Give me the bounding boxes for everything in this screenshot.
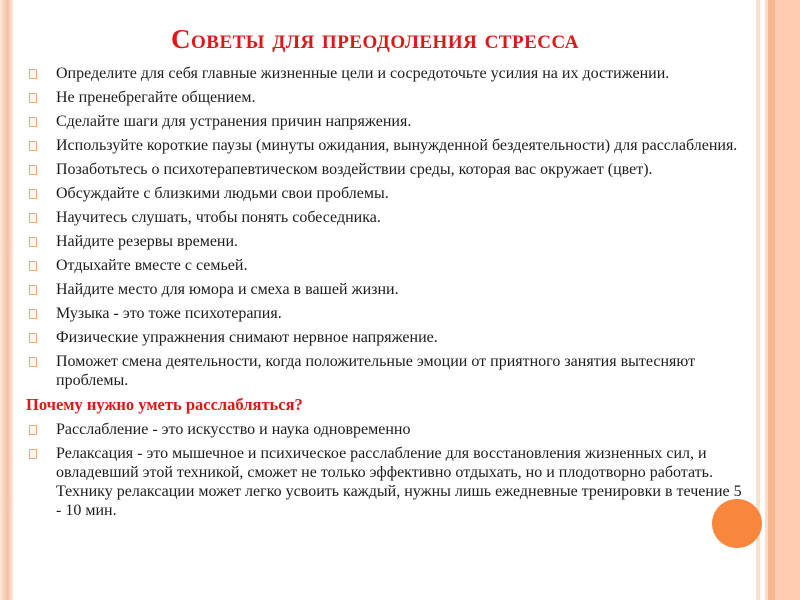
bullet-item [26,64,748,83]
bullet-text: Физические упражнения снимают нервное напряжение. [56,329,438,346]
bullet-text: Отдыхайте вместе с семьей. [56,257,248,274]
bullet-text: Найдите резервы времени. [56,233,239,250]
bullet-text: Сделайте шаги для устранения причин напряжения. [56,113,412,130]
square-bullet-icon [29,189,37,199]
bullet-item [26,160,748,179]
bullet-item [26,112,748,131]
right-edge-stripe-dark [768,0,775,600]
bullet-text: Научитесь слушать, чтобы понять собеседника. [56,209,381,226]
bullet-item [26,184,748,203]
square-bullet-icon [29,165,37,175]
slide-title: Советы для преодоления стресса [171,24,579,54]
square-bullet-icon [29,357,37,367]
bullet-text: Найдите место для юмора и смеха в вашей жизни. [56,281,399,298]
slide-body [26,64,748,525]
square-bullet-icon [29,333,37,343]
square-bullet-icon [29,309,37,319]
bullet-text: Музыка - это тоже психотерапия. [56,305,282,322]
bullet-item [26,420,748,439]
square-bullet-icon [29,425,37,435]
bullet-item [26,232,748,251]
bullet-text: Не пренебрегайте общением. [56,89,256,106]
bullet-text: Используйте короткие паузы (минуты ожидания, вынужденной бездеятельности) для расслабления. [56,137,738,154]
bullet-item [26,280,748,299]
square-bullet-icon [29,69,37,79]
bullet-text: Релаксация - это мышечное и психическое расслабление для восстановления жизненных сил, и овладевший этой техникой, сможет не только эффективно отдыхать, но и плодотворно работать. Технику релаксации может легко усвоить каждый, нужны лишь ежедневные тренировки в течение 5 - 10 мин. [56,445,742,519]
square-bullet-icon [29,449,37,459]
bullet-list-secondary [26,420,748,520]
bullet-item [26,352,748,390]
section-subheading: Почему нужно уметь расслабляться? [26,395,303,414]
bullet-text: Поможет смена деятельности, когда положительные эмоции от приятного занятия вытесняют проблемы. [56,353,696,389]
square-bullet-icon [29,261,37,271]
bullet-item [26,136,748,155]
square-bullet-icon [29,141,37,151]
square-bullet-icon [29,285,37,295]
left-edge-stripe [0,0,14,600]
bullet-list-main [26,64,748,390]
right-edge-stripe-wide [775,0,800,600]
square-bullet-icon [29,237,37,247]
bullet-item [26,304,748,323]
bullet-text: Определите для себя главные жизненные цели и сосредоточьте усилия на их достижении. [56,65,670,82]
square-bullet-icon [29,213,37,223]
bullet-text: Позаботьтесь о психотерапевтическом воздействии среды, которая вас окружает (цвет). [56,161,653,178]
bullet-item [26,88,748,107]
square-bullet-icon [29,93,37,103]
square-bullet-icon [29,117,37,127]
bullet-item [26,208,748,227]
bullet-item [26,444,748,520]
bullet-text: Обсуждайте с близкими людьми свои проблемы. [56,185,389,202]
bullet-item [26,328,748,347]
bullet-item [26,256,748,275]
bullet-text: Расслабление - это искусство и наука одновременно [56,421,411,438]
